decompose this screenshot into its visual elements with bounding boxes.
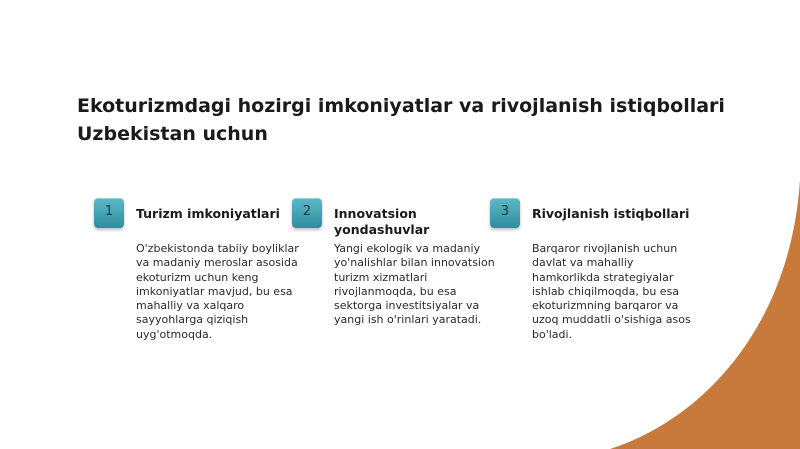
card-text: Yangi ekologik va madaniy yo'nalishlar bilan innovatsion turizm xizmatlari rivojlanmoqda, bu esa sektorga investitsiyalar va yangi ish o'rinlari yaratadi. — [334, 242, 495, 327]
card-text: O'zbekistonda tabiiy boyliklar va madaniy meroslar asosida ekoturizm uchun keng imkoniyatlar mavjud, bu esa mahalliy va xalqaro sayyohlarga qiziqish uyg'otmoqda. — [136, 242, 299, 341]
number-badge: 3 — [490, 198, 520, 228]
card-title: Turizm imkoniyatlari — [136, 206, 280, 221]
card-title: Innovatsion yondashuvlar — [334, 206, 430, 237]
card-title: Rivojlanish istiqbollari — [532, 206, 690, 221]
number-badge: 1 — [94, 198, 124, 228]
number-badge: 2 — [292, 198, 322, 228]
slide-title: Ekoturizmdagi hozirgi imkoniyatlar va rivojlanish istiqbollari Uzbekistan uchun — [77, 95, 725, 145]
card-text: Barqaror rivojlanish uchun davlat va mahalliy hamkorlikda strategiyalar ishlab chiqilmoqda, bu esa ekoturizmning barqaror va uzoq muddatli o'sishiga asos bo'ladi. — [532, 242, 691, 341]
